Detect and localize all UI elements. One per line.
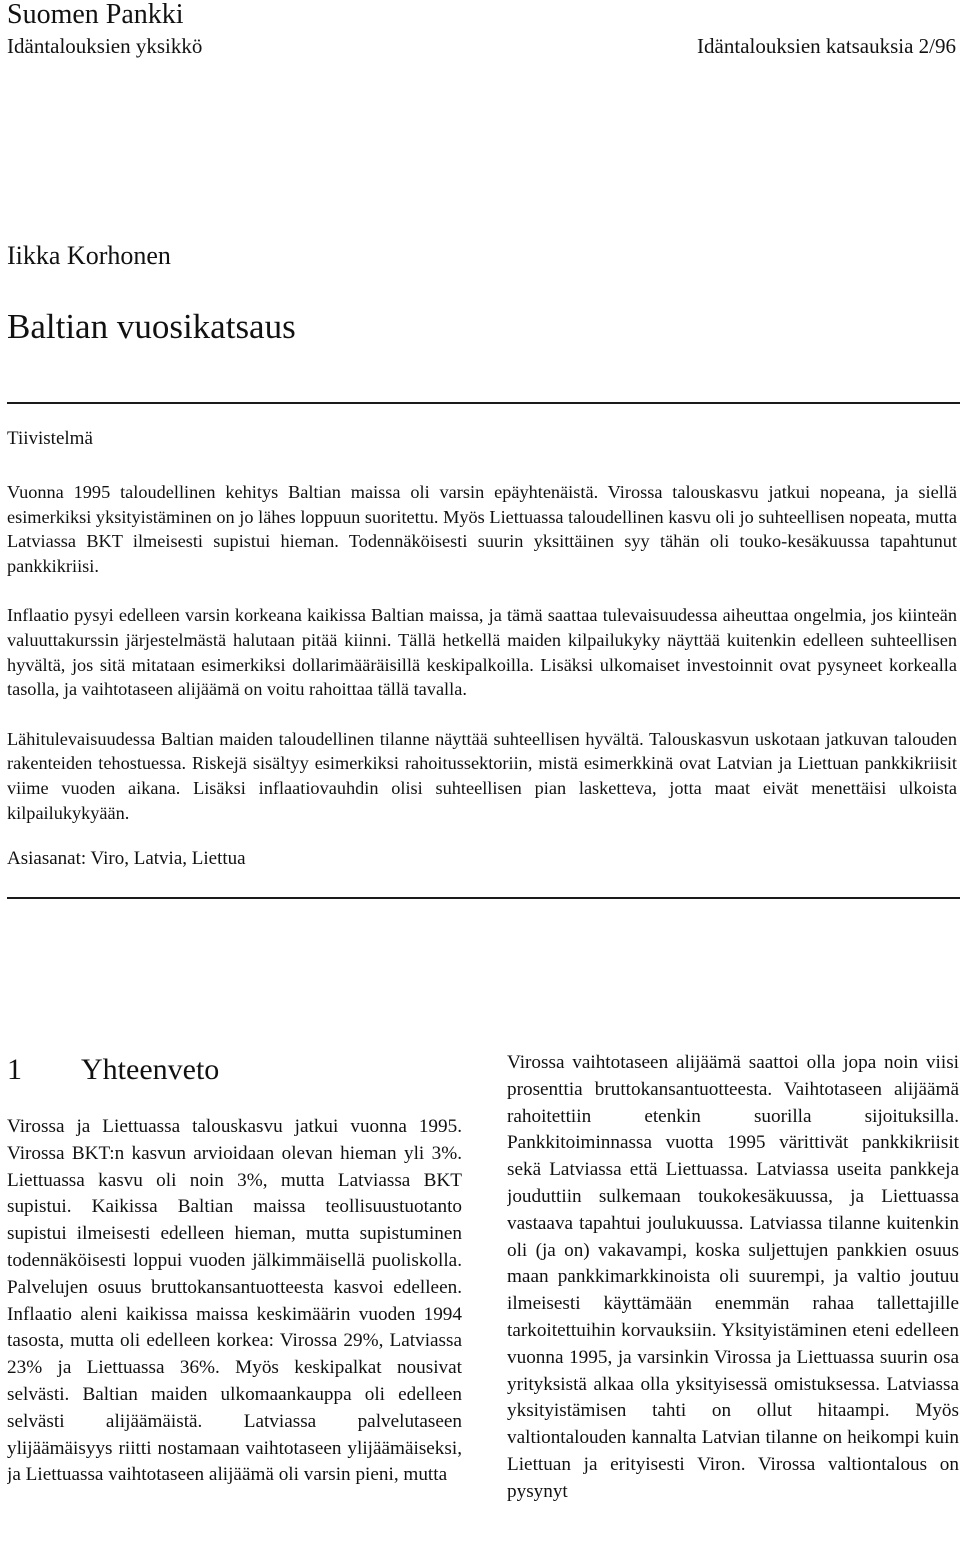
top-divider [7,402,960,404]
document-title: Baltian vuosikatsaus [7,307,296,346]
right-column [507,1050,959,1546]
keywords: Asiasanat: Viro, Latvia, Liettua [7,848,246,869]
author-name: Iikka Korhonen [7,241,171,270]
institution-name: Suomen Pankki [7,0,184,30]
left-column-text: Virossa ja Liettuassa talouskasvu jatkui vuonna 1995. Virossa BKT:n kasvun arvioidaan olevan hieman yli 3%. Liettuassa kasvu oli noin 3%, mutta Latviassa BKT supistui. Kaikissa Baltian maissa teollisuustuotanto supistui ilmeisesti edelleen hieman, mutta supistuminen todennäköisesti loppui vuoden jälkimmäisellä puoliskolla. Palvelujen osuus bruttokansantuotteesta kasvoi edelleen. Inflaatio aleni kaikissa maissa keskimäärin vuoden 1994 tasosta, mutta oli edelleen korkea: Virossa 29%, Latviassa 23% ja Liettuassa 36%. Myös keskipalkat nousivat selvästi. Baltian maiden ulkomaankauppa oli edelleen selvästi alijäämäistä. Latviassa palvelutaseen ylijäämäisyys riitti nostamaan vaihtotaseen ylijäämäiseksi, ja Liettuassa vaihtotaseen alijäämä oli varsin pieni, mutta [7,1116,462,1486]
abstract-paragraph-1: Vuonna 1995 taloudellinen kehitys Baltian maissa oli varsin epäyhtenäistä. Virossa talouskasvu jatkui nopeana, ja siellä esimerkiksi yksityistäminen on jo lähes loppuun suoritettu. Myös Liettuassa taloudellinen kasvu oli jo suhteellisen nopeata, mutta Latviassa BKT ilmeisesti supistui hieman. Todennäköisesti suurin yksittäinen syy tähän oli touko-kesäkuussa tapahtunut pankkikriisi. [7,482,957,576]
bottom-divider [7,897,960,899]
abstract-paragraph-3: Lähitulevaisuudessa Baltian maiden taloudellinen tilanne näyttää suhteellisen hyvältä. Talouskasvun uskotaan jatkuvan talouden rakenteiden tehostuessa. Riskejä sisältyy esimerkiksi rahoitussektoriin, mistä esimerkkinä ovat Latvian ja Liettuan pankkikriisit viime vuoden aikana. Lisäksi inflaatiovauhdin olisi suhteellisen pian lasketteva, jotta maat eivät menettäisi ulkoista kilpailukykyään. [7,728,957,823]
abstract-paragraph-2: Inflaatio pysyi edelleen varsin korkeana kaikissa Baltian maissa, ja tämä saattaa tulevaisuudessa aiheuttaa ongelmia, jos kiinteän valuuttakurssin järjestelmästä halutaan pitää kiinni. Tällä hetkellä maiden kilpailukyky näyttää kuitenkin edelleen suhteellisen hyvältä, jos sitä mitataan esimerkiksi dollarimääräisillä keskipalkoilla. Lisäksi ulkomaiset investoinnit ovat pysyneet korkealla tasolla, ja vaihtotaseen alijäämä on voitu rahoittaa tällä tavalla. [7,605,957,700]
abstract-heading: Tiivistelmä [7,428,93,449]
left-column [7,1114,462,1546]
section-title: Yhteenveto [81,1053,220,1086]
abstract-body [7,480,957,825]
series-label: Idäntalouksien katsauksia 2/96 [697,34,956,58]
section-heading [7,1052,219,1088]
section-number: 1 [7,1053,22,1086]
right-column-text: Virossa vaihtotaseen alijäämä saattoi olla jopa noin viisi prosenttia bruttokansantuotteesta. Vaihtotaseen alijäämä rahoitettiin etenkin suorilla sijoituksilla. Pankkitoiminnassa vuotta 1995 värittivät pankkikriisit sekä Latviassa että Liettuassa. Latviassa useita pankkeja jouduttiin sulkemaan toukokesäkuussa, ja Liettuassa vastaava tapahtui joulukuussa. Latviassa tilanne kuitenkin oli (ja on) vakavampi, koska suljettujen pankkien osuus maan pankkimarkkinoista oli suurempi, ja valtio joutuu ilmeisesti käyttämään enemmän rahaa tallettajille tarkoitettuihin korvauksiin. Yksityistäminen eteni edelleen vuonna 1995, ja varsinkin Virossa ja Liettuassa suurin osa yrityksistä alkaa olla yksityisessä omistuksessa. Latviassa yksityistämisen tahti on ollut hitaampi. Myös valtiontalouden kannalta Latvian tilanne on heikompi kuin Liettuan ja erityisesti Viron. Virossa valtiontalous on pysynyt [507,1052,959,1502]
unit-name: Idäntalouksien yksikkö [7,34,203,58]
